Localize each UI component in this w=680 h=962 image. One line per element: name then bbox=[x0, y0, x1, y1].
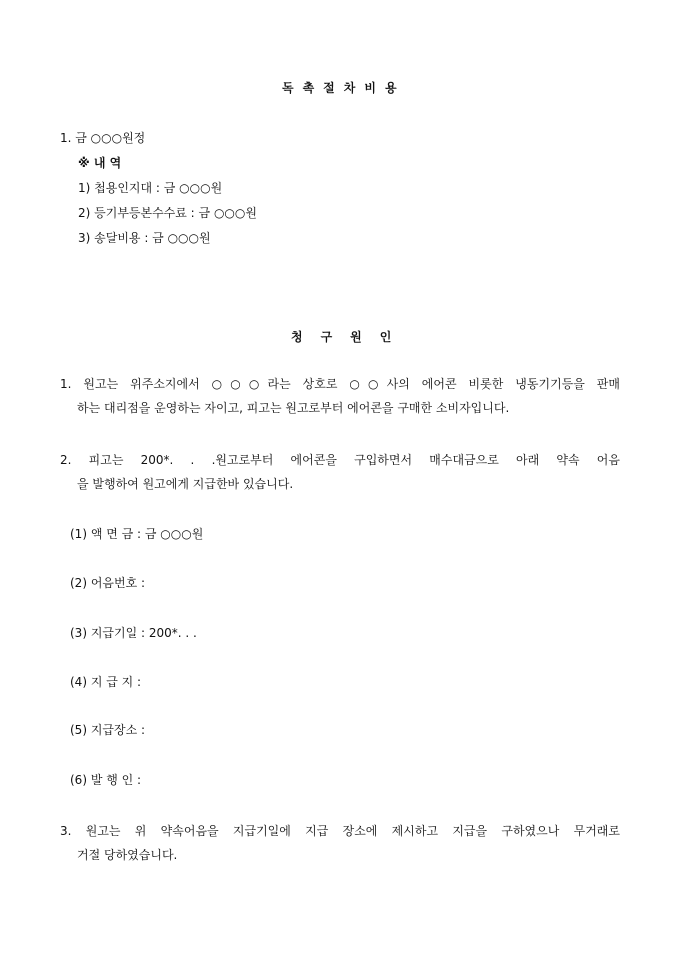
cost-item-stamp: 1) 첩용인지대 : 금 ○○○원 bbox=[78, 181, 223, 195]
cost-breakdown-label: ※ 내 역 bbox=[78, 156, 122, 170]
note-number: (2) 어음번호 : bbox=[70, 576, 146, 590]
note-issuer: (6) 발 행 인 : bbox=[70, 773, 142, 787]
claim-paragraph-1-line-2: 하는 대리점을 운영하는 자이고, 피고는 원고로부터 에어콘을 구매한 소비자입니다. bbox=[77, 401, 510, 415]
cost-section-title: 독촉절차비용 bbox=[282, 81, 406, 95]
claim-paragraph-3-line-2: 거절 당하였습니다. bbox=[77, 848, 178, 862]
note-due-date: (3) 지급기일 : 200*. . . bbox=[70, 626, 197, 640]
claim-paragraph-2-line-1: 2. 피고는 200*. . .원고로부터 에어콘을 구입하면서 매수대금으로 아래 약속 어음 bbox=[60, 453, 620, 467]
note-face-value: (1) 액 면 금 : 금 ○○○원 bbox=[70, 527, 204, 541]
cost-item-delivery: 3) 송달비용 : 금 ○○○원 bbox=[78, 231, 211, 245]
cost-item-registry: 2) 등기부등본수수료 : 금 ○○○원 bbox=[78, 206, 257, 220]
claim-paragraph-3 bbox=[60, 823, 620, 863]
claim-section-title: 청구원인 bbox=[291, 330, 410, 344]
cost-total-item: 1. 금 ○○○원정 bbox=[60, 131, 146, 145]
claim-paragraph-2-line-2: 을 발행하여 원고에게 지급한바 있습니다. bbox=[77, 477, 294, 491]
note-payment-location: (4) 지 급 지 : bbox=[70, 675, 142, 689]
claim-paragraph-1 bbox=[60, 376, 620, 416]
claim-paragraph-2 bbox=[60, 452, 620, 492]
claim-paragraph-1-line-1: 1. 원고는 위주소지에서 ○○○라는 상호로 ○○사의 에어콘 비롯한 냉동기기등을 판매 bbox=[60, 377, 620, 391]
note-payment-place: (5) 지급장소 : bbox=[70, 723, 146, 737]
claim-paragraph-3-line-1: 3. 원고는 위 약속어음을 지급기일에 지급 장소에 제시하고 지급을 구하였으나 무거래로 bbox=[60, 824, 620, 838]
